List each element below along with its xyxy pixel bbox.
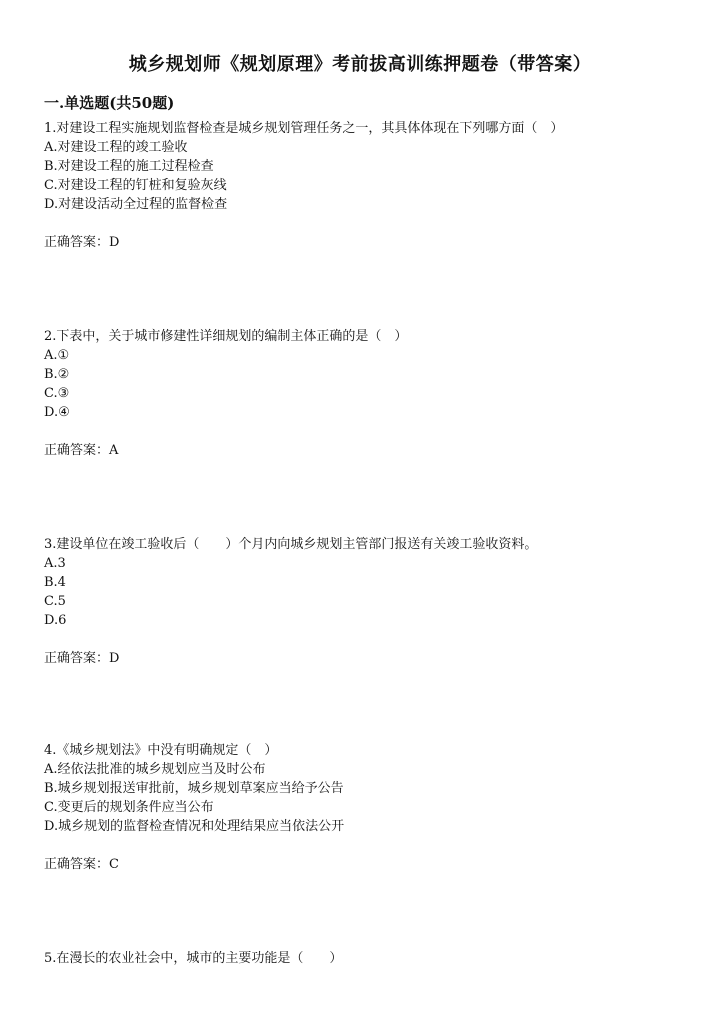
correct-answer: 正确答案：C [44, 857, 119, 872]
correct-answer: 正确答案：D [44, 651, 120, 666]
option-b: B.城乡规划报送审批前，城乡规划草案应当给予公告 [44, 781, 344, 796]
question-stem: 5.在漫长的农业社会中，城市的主要功能是（ ） [44, 951, 343, 966]
question-stem: 4.《城乡规划法》中没有明确规定（ ） [44, 743, 278, 758]
option-c: C.变更后的规划条件应当公布 [44, 800, 214, 815]
correct-answer: 正确答案：D [44, 235, 120, 250]
option-a: A.经依法批准的城乡规划应当及时公布 [44, 762, 266, 777]
option-d: D.6 [44, 613, 67, 628]
option-a: A.3 [44, 556, 66, 571]
question-stem: 2.下表中，关于城市修建性详细规划的编制主体正确的是（ ） [44, 329, 408, 344]
question-stem: 1.对建设工程实施规划监督检查是城乡规划管理任务之一，其具体体现在下列哪方面（ ） [44, 121, 564, 136]
question-5 [44, 949, 684, 968]
option-a: A.① [44, 348, 70, 363]
document-title: 城乡规划师《规划原理》考前拔高训练押题卷（带答案） [128, 54, 592, 75]
section-heading: 一.单选题(共50题) [44, 94, 175, 112]
option-d: D.城乡规划的监督检查情况和处理结果应当依法公开 [44, 819, 345, 834]
option-b: B.② [44, 367, 70, 382]
correct-answer: 正确答案：A [44, 443, 119, 458]
question-stem: 3.建设单位在竣工验收后（ ）个月内向城乡规划主管部门报送有关竣工验收资料。 [44, 537, 538, 552]
option-a: A.对建设工程的竣工验收 [44, 140, 188, 155]
question-2 [44, 327, 684, 460]
option-c: C.③ [44, 386, 70, 401]
option-c: C.对建设工程的钉桩和复验灰线 [44, 178, 227, 193]
option-b: B.4 [44, 575, 66, 590]
option-d: D.对建设活动全过程的监督检查 [44, 197, 228, 212]
question-1 [44, 119, 684, 252]
option-b: B.对建设工程的施工过程检查 [44, 159, 214, 174]
option-d: D.④ [44, 405, 70, 420]
question-4 [44, 741, 684, 874]
option-c: C.5 [44, 594, 66, 609]
question-3 [44, 535, 684, 668]
